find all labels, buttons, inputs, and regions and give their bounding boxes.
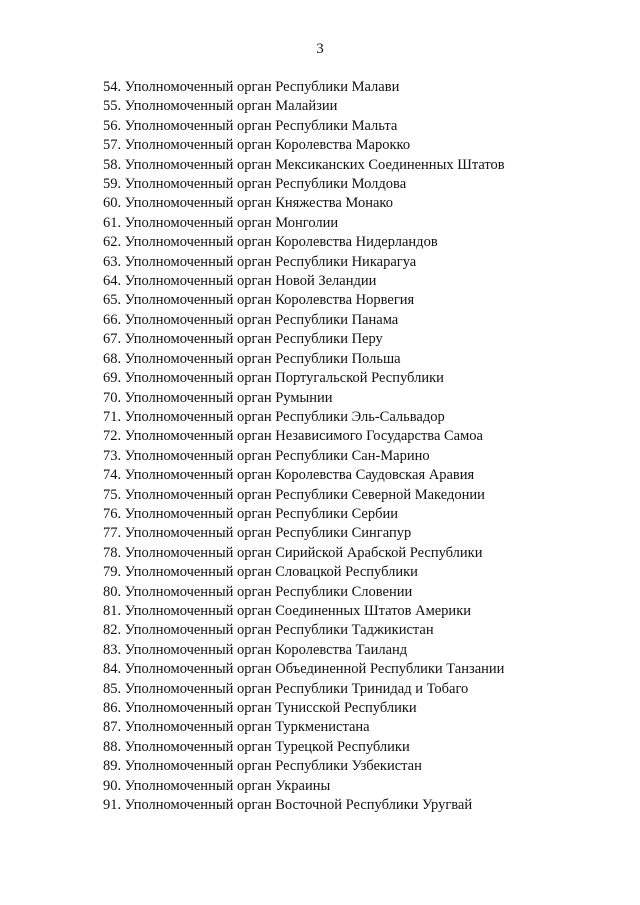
list-item: 85. Уполномоченный орган Республики Тринидад и Тобаго bbox=[103, 680, 469, 697]
list-item: 61. Уполномоченный орган Монголии bbox=[103, 214, 339, 231]
list-item: 77. Уполномоченный орган Республики Сингапур bbox=[103, 525, 412, 542]
list-item: 71. Уполномоченный орган Республики Эль-Сальвадор bbox=[103, 408, 445, 425]
list-item: 64. Уполномоченный орган Новой Зеландии bbox=[103, 273, 377, 290]
list-item: 62. Уполномоченный орган Королевства Нидерландов bbox=[103, 234, 438, 251]
list-item: 84. Уполномоченный орган Объединенной Республики Танзании bbox=[103, 661, 505, 678]
list-item: 86. Уполномоченный орган Тунисской Республики bbox=[103, 700, 417, 716]
list-item: 55. Уполномоченный орган Малайзии bbox=[103, 98, 338, 115]
list-item: 90. Уполномоченный орган Украины bbox=[103, 777, 331, 794]
list-item: 89. Уполномоченный орган Республики Узбекистан bbox=[103, 758, 422, 775]
list-item: 72. Уполномоченный орган Независимого Государства Самоа bbox=[103, 428, 483, 445]
page-number: 3 bbox=[316, 41, 324, 57]
list-item: 87. Уполномоченный орган Туркменистана bbox=[103, 719, 370, 736]
list-item: 76. Уполномоченный орган Республики Сербии bbox=[103, 505, 399, 522]
list-item: 81. Уполномоченный орган Соединенных Штатов Америки bbox=[103, 602, 472, 619]
list-item: 58. Уполномоченный орган Мексиканских Соединенных Штатов bbox=[103, 156, 505, 173]
list-item: 69. Уполномоченный орган Португальской Республики bbox=[103, 370, 444, 387]
list-item: 65. Уполномоченный орган Королевства Норвегия bbox=[103, 292, 415, 309]
list-item: 88. Уполномоченный орган Турецкой Республики bbox=[103, 738, 410, 755]
list-item: 67. Уполномоченный орган Республики Перу bbox=[103, 331, 383, 348]
list-item: 79. Уполномоченный орган Словацкой Республики bbox=[103, 564, 418, 581]
list-item: 66. Уполномоченный орган Республики Панама bbox=[103, 311, 399, 328]
list-item: 82. Уполномоченный орган Республики Таджикистан bbox=[103, 622, 434, 639]
list-item: 80. Уполномоченный орган Республики Словении bbox=[103, 583, 413, 600]
list-item: 54. Уполномоченный орган Республики Малави bbox=[103, 79, 400, 95]
list-item: 57. Уполномоченный орган Королевства Марокко bbox=[103, 137, 411, 154]
list-item: 63. Уполномоченный орган Республики Никарагуа bbox=[103, 253, 417, 270]
list-item: 59. Уполномоченный орган Республики Молдова bbox=[103, 176, 407, 193]
list-item: 68. Уполномоченный орган Республики Польша bbox=[103, 350, 401, 367]
list-item: 56. Уполномоченный орган Республики Мальта bbox=[103, 117, 398, 134]
list-item: 73. Уполномоченный орган Республики Сан-Марино bbox=[103, 447, 430, 464]
list-item: 83. Уполномоченный орган Королевства Таиланд bbox=[103, 641, 408, 658]
list-item: 74. Уполномоченный орган Королевства Саудовская Аравия bbox=[103, 467, 475, 484]
authority-list bbox=[103, 78, 505, 815]
list-item: 78. Уполномоченный орган Сирийской Арабской Республики bbox=[103, 544, 483, 561]
list-item: 60. Уполномоченный орган Княжества Монако bbox=[103, 195, 393, 212]
list-item: 70. Уполномоченный орган Румынии bbox=[103, 389, 333, 406]
list-item: 75. Уполномоченный орган Республики Северной Македонии bbox=[103, 486, 485, 503]
list-item: 91. Уполномоченный орган Восточной Республики Уругвай bbox=[103, 797, 473, 814]
